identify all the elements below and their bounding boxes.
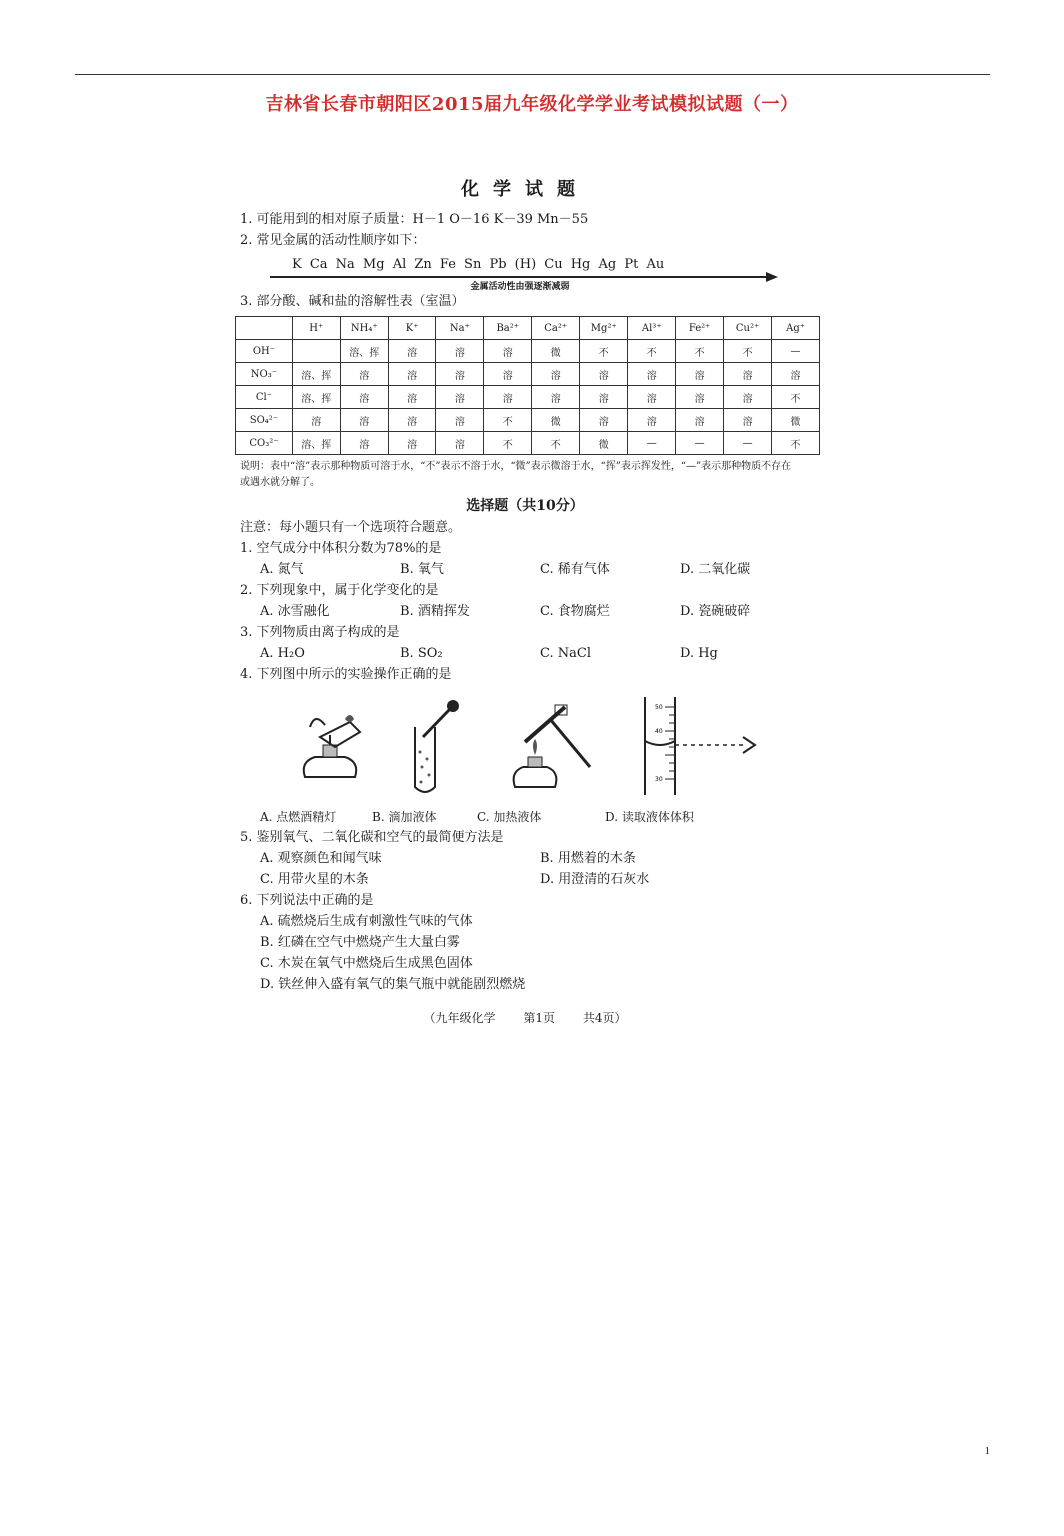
option: B. 滴加液体 [372, 810, 437, 824]
table-header-cell: NH₄⁺ [340, 317, 388, 340]
option-row [260, 643, 820, 664]
table-cell: 不 [484, 409, 532, 432]
table-cell: 不 [724, 340, 772, 363]
table-cell: — [772, 340, 820, 363]
metal-list: K Ca Na Mg Al Zn Fe Sn Pb (H) Cu Hg Ag Pt Au [292, 257, 665, 272]
option: C. 稀有气体 [540, 562, 610, 577]
table-cell: — [676, 432, 724, 455]
table-header-cell: Ca²⁺ [532, 317, 580, 340]
activity-series [270, 257, 770, 291]
table-header-cell: H⁺ [292, 317, 340, 340]
scanned-exam-page [230, 165, 820, 1045]
option: D. 用澄清的石灰水 [540, 872, 650, 887]
table-cell: 微 [772, 409, 820, 432]
document-title: 吉林省长春市朝阳区2015届九年级化学学业考试模拟试题（一） [265, 94, 799, 115]
option: C. NaCl [540, 646, 591, 661]
page-footer [230, 1009, 820, 1026]
table-row [236, 432, 820, 455]
table-cell: OH⁻ [236, 340, 293, 363]
table-cell: 溶 [292, 409, 340, 432]
solubility-table [235, 316, 820, 455]
table-cell: 溶 [388, 409, 436, 432]
option: B. 用燃着的木条 [540, 851, 636, 866]
option: B. 酒精挥发 [400, 604, 470, 619]
question-stem: 1. 空气成分中体积分数为78%的是 [240, 541, 442, 556]
table-cell: CO₃²⁻ [236, 432, 293, 455]
table-cell: 溶、挥 [292, 432, 340, 455]
tick-label: 50 [655, 704, 663, 711]
option: B. 氧气 [400, 562, 444, 577]
option-row [260, 848, 820, 869]
table-cell: 溶 [580, 363, 628, 386]
attention-note: 注意：每小题只有一个选项符合题意。 [240, 520, 462, 535]
table-cell: 溶 [532, 386, 580, 409]
option: A. 冰雪融化 [260, 604, 330, 619]
table-cell: 溶 [340, 363, 388, 386]
question-stem: 5. 鉴别氧气、二氧化碳和空气的最简便方法是 [240, 830, 504, 845]
table-cell: 溶 [436, 409, 484, 432]
table-cell: 微 [532, 340, 580, 363]
table-cell: 溶 [436, 340, 484, 363]
table-cell: 溶 [724, 363, 772, 386]
heating-liquid-figure [495, 697, 605, 797]
dropper-figure [405, 697, 465, 797]
table-cell: 溶 [484, 363, 532, 386]
table-header-cell: Al³⁺ [628, 317, 676, 340]
table-cell: 溶 [724, 409, 772, 432]
table-header-cell: Ba²⁺ [484, 317, 532, 340]
option: A. 硫燃烧后生成有刺激性气味的气体 [260, 914, 473, 929]
table-header-cell: Mg²⁺ [580, 317, 628, 340]
table-cell: 溶、挥 [340, 340, 388, 363]
option: D. 瓷碗破碎 [680, 604, 751, 619]
table-cell: 溶 [340, 386, 388, 409]
table-cell: 不 [484, 432, 532, 455]
table-cell: SO₄²⁻ [236, 409, 293, 432]
tick-label: 30 [655, 776, 663, 783]
table-cell: 溶 [388, 432, 436, 455]
option: B. 红磷在空气中燃烧产生大量白雾 [260, 935, 460, 950]
table-header-cell: Fe²⁺ [676, 317, 724, 340]
table-cell: 溶、挥 [292, 386, 340, 409]
footer-total: 共4页） [582, 1011, 627, 1025]
option: D. Hg [680, 646, 718, 661]
table-cell: 溶、挥 [292, 363, 340, 386]
option: A. 氮气 [260, 562, 304, 577]
option-row [260, 601, 820, 622]
option: D. 二氧化碳 [680, 562, 751, 577]
table-row [236, 340, 820, 363]
option: C. 木炭在氧气中燃烧后生成黑色固体 [260, 956, 473, 971]
question-stem: 3. 下列物质由离子构成的是 [240, 625, 400, 640]
table-cell: 溶 [388, 386, 436, 409]
figure-captions [260, 807, 820, 827]
section-heading: 选择题（共10分） [466, 498, 584, 514]
option: D. 读取液体体积 [605, 810, 694, 824]
measuring-cylinder-figure [635, 697, 775, 797]
info-activity-series: 2. 常见金属的活动性顺序如下： [240, 233, 426, 248]
table-cell: — [724, 432, 772, 455]
table-cell: 溶 [484, 386, 532, 409]
table-cell: 溶 [532, 363, 580, 386]
table-cell: 微 [532, 409, 580, 432]
table-cell: 溶 [388, 340, 436, 363]
option: C. 食物腐烂 [540, 604, 610, 619]
table-cell: 溶 [340, 432, 388, 455]
table-cell: 不 [532, 432, 580, 455]
info-atomic-mass: 1. 可能用到的相对原子质量：H－1 O－16 K－39 Mn－55 [240, 212, 589, 227]
table-cell [292, 340, 340, 363]
tick-label: 40 [655, 728, 663, 735]
table-cell: 溶 [580, 409, 628, 432]
table-cell: 不 [772, 386, 820, 409]
table-header-cell [236, 317, 293, 340]
table-cell: 溶 [436, 432, 484, 455]
option: B. SO₂ [400, 646, 443, 661]
table-header-cell: Na⁺ [436, 317, 484, 340]
table-cell: 溶 [580, 386, 628, 409]
table-cell: 不 [628, 340, 676, 363]
info-solubility-table: 3. 部分酸、碱和盐的溶解性表（室温） [240, 294, 465, 309]
question-stem: 6. 下列说法中正确的是 [240, 893, 374, 908]
table-note: 说明：表中“溶”表示那种物质可溶于水，“不”表示不溶于水，“微”表示微溶于水，“挥”表示挥发性，“—”表示那种物质不存在或遇水就分解了。 [240, 461, 792, 488]
table-cell: 溶 [340, 409, 388, 432]
footer-page: 第1页 [523, 1011, 555, 1025]
table-cell: 溶 [628, 363, 676, 386]
table-row [236, 363, 820, 386]
option: C. 加热液体 [477, 810, 542, 824]
table-cell: 微 [580, 432, 628, 455]
table-cell: — [628, 432, 676, 455]
table-header-cell: Cu²⁺ [724, 317, 772, 340]
table-cell: 溶 [676, 386, 724, 409]
table-cell: NO₃⁻ [236, 363, 293, 386]
table-cell: 不 [676, 340, 724, 363]
question-stem: 2. 下列现象中，属于化学变化的是 [240, 583, 439, 598]
table-cell: 溶 [436, 363, 484, 386]
option: A. 点燃酒精灯 [260, 810, 337, 824]
footer-subject: （九年级化学 [423, 1011, 496, 1025]
table-cell: Cl⁻ [236, 386, 293, 409]
table-cell: 溶 [436, 386, 484, 409]
page-number: 1 [984, 1445, 990, 1457]
table-header-row [236, 317, 820, 340]
exam-title: 化学试题 [461, 179, 589, 200]
series-arrow [270, 276, 768, 278]
experiment-figures [230, 691, 820, 807]
option-row [260, 559, 820, 580]
table-cell: 溶 [676, 363, 724, 386]
option: A. 观察颜色和闻气味 [260, 851, 382, 866]
table-cell: 溶 [772, 363, 820, 386]
table-cell: 不 [580, 340, 628, 363]
table-cell: 溶 [484, 340, 532, 363]
option: A. H₂O [260, 646, 305, 661]
table-header-cell: Ag⁺ [772, 317, 820, 340]
option-row [260, 869, 820, 890]
table-row [236, 386, 820, 409]
table-cell: 溶 [628, 386, 676, 409]
table-cell: 不 [772, 432, 820, 455]
table-cell: 溶 [724, 386, 772, 409]
table-header-cell: K⁺ [388, 317, 436, 340]
table-cell: 溶 [388, 363, 436, 386]
option: C. 用带火星的木条 [260, 872, 369, 887]
alcohol-lamp-lighting-figure [290, 697, 380, 797]
table-cell: 溶 [676, 409, 724, 432]
table-cell: 溶 [628, 409, 676, 432]
table-row [236, 409, 820, 432]
option: D. 铁丝伸入盛有氧气的集气瓶中就能剧烈燃烧 [260, 977, 526, 992]
question-stem: 4. 下列图中所示的实验操作正确的是 [240, 667, 452, 682]
header-rule [75, 74, 990, 75]
series-caption: 金属活动性由强逐渐减弱 [470, 282, 570, 292]
